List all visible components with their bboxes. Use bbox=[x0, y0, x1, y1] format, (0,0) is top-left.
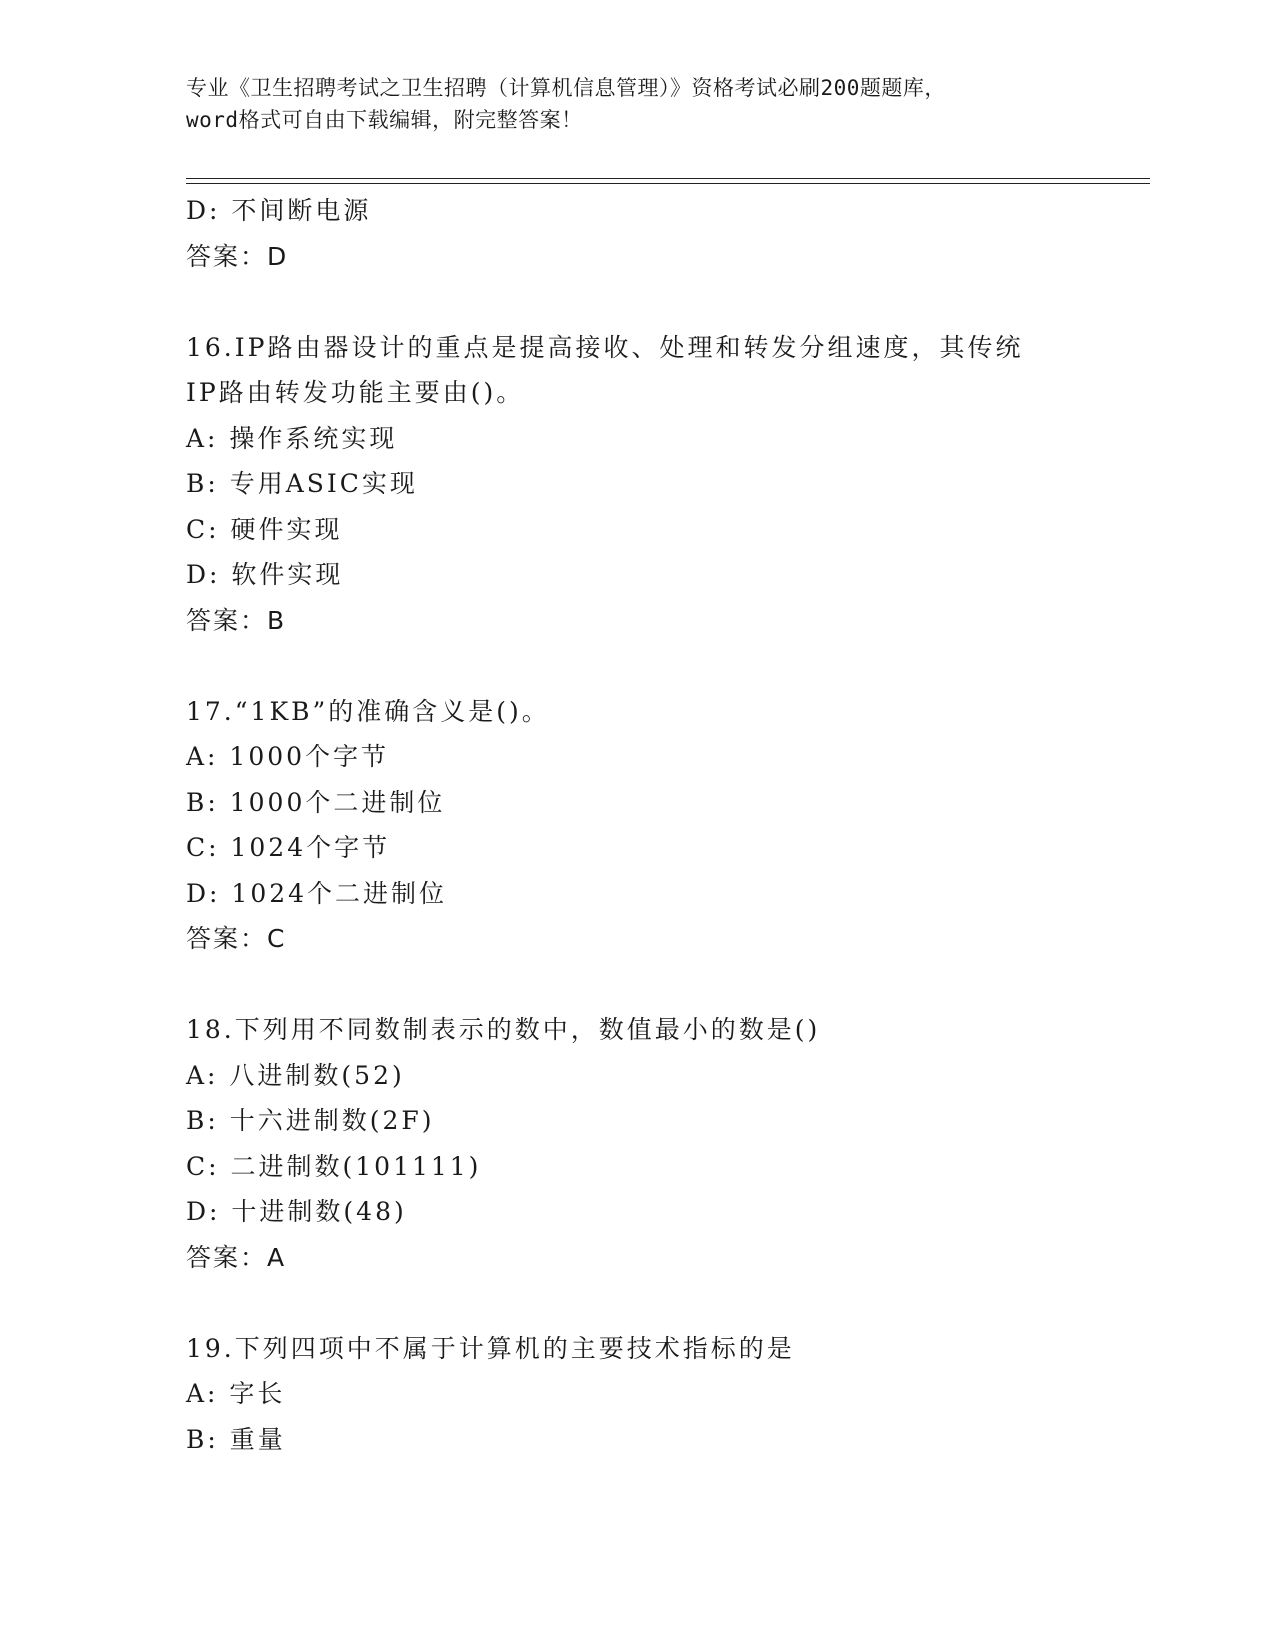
question-text: IP路由转发功能主要由()。 bbox=[186, 378, 525, 407]
spacer bbox=[186, 643, 1146, 689]
option-line: B: 1000个二进制位 bbox=[186, 787, 446, 817]
option-line: D: 软件实现 bbox=[186, 560, 344, 589]
header-line-1: 专业《卫生招聘考试之卫生招聘（计算机信息管理）》资格考试必刷200题题库， bbox=[186, 76, 946, 100]
question-text: 16.IP路由器设计的重点是提高接收、处理和转发分组速度，其传统 bbox=[186, 332, 1024, 362]
option-line: C: 硬件实现 bbox=[186, 514, 343, 544]
header-divider-bottom bbox=[186, 183, 1150, 184]
question-text: 19.下列四项中不属于计算机的主要技术指标的是 bbox=[186, 1333, 795, 1363]
answer-line: 答案：A bbox=[186, 1242, 287, 1272]
option-line: A: 字长 bbox=[186, 1379, 286, 1408]
header-line-2: word格式可自由下载编辑，附完整答案！ bbox=[186, 108, 583, 132]
option-line: D: 十进制数(48) bbox=[186, 1197, 407, 1226]
option-line: A: 八进制数(52) bbox=[186, 1060, 405, 1090]
option-line: B: 专用ASIC实现 bbox=[186, 469, 418, 498]
option-line: D: 不间断电源 bbox=[186, 196, 372, 225]
option-line: C: 1024个字节 bbox=[186, 833, 391, 862]
header-divider-top bbox=[186, 178, 1150, 179]
option-line: D: 1024个二进制位 bbox=[186, 878, 448, 908]
answer-line: 答案：D bbox=[186, 241, 289, 271]
question-list bbox=[186, 188, 1146, 1462]
answer-line: 答案：C bbox=[186, 924, 287, 953]
question-text: 18.下列用不同数制表示的数中，数值最小的数是() bbox=[186, 1015, 821, 1044]
option-line: A: 1000个字节 bbox=[186, 742, 390, 771]
spacer bbox=[186, 962, 1146, 1008]
spacer bbox=[186, 1280, 1146, 1326]
option-line: B: 十六进制数(2F) bbox=[186, 1106, 435, 1135]
spacer bbox=[186, 279, 1146, 325]
question-text: 17.“1KB”的准确含义是()。 bbox=[186, 696, 550, 726]
option-line: A: 操作系统实现 bbox=[186, 423, 398, 453]
document-header bbox=[186, 72, 1086, 136]
option-line: B: 重量 bbox=[186, 1424, 286, 1454]
option-line: C: 二进制数(101111) bbox=[186, 1151, 482, 1181]
answer-line: 答案：B bbox=[186, 605, 287, 635]
